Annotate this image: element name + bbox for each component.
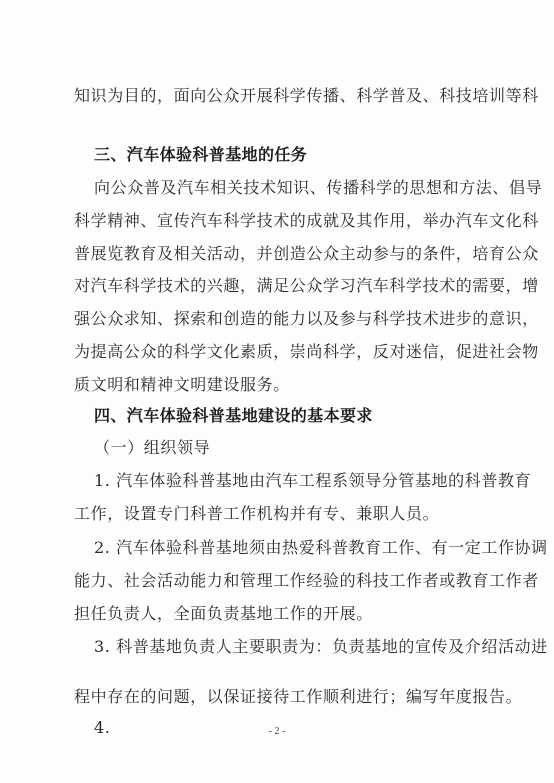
section-heading-4: 四、汽车体验科普基地建设的基本要求 xyxy=(94,406,373,425)
item-2-line-1: 2. 汽车体验科普基地须由热爱科普教育工作、有一定工作协调 xyxy=(94,538,548,557)
item-3-line-1: 3. 科普基地负责人主要职责为：负责基地的宣传及介绍活动进 xyxy=(94,637,548,656)
body-line-1: 知识为目的，面向公众开展科学传播、科学普及、科技培训等科 xyxy=(74,86,539,105)
item-2-line-2: 能力、社会活动能力和管理工作经验的科技工作者或教育工作者 xyxy=(74,571,539,590)
body-line-5: 对汽车科学技术的兴趣，满足公众学习汽车科学技术的需要，增 xyxy=(74,276,539,295)
item-4-number: 4. xyxy=(94,718,111,737)
body-line-7: 为提高公众的科学文化素质，崇尚科学，反对迷信，促进社会物 xyxy=(74,342,539,361)
item-2-line-3: 担任负责人，全面负责基地工作的开展。 xyxy=(74,604,373,623)
item-1-line-1: 1. 汽车体验科普基地由汽车工程系领导分管基地的科普教育 xyxy=(94,471,532,490)
body-line-3: 科学精神、宣传汽车科学技术的成就及其作用，举办汽车文化科 xyxy=(74,211,539,230)
body-line-6: 强公众求知、探索和创造的能力以及参与科学技术进步的意识， xyxy=(74,309,539,328)
page-number: - 2 - xyxy=(268,726,286,737)
item-3-line-2: 程中存在的问题，以保证接待工作顺利进行；编写年度报告。 xyxy=(74,687,523,706)
section-heading-3: 三、汽车体验科普基地的任务 xyxy=(94,145,308,164)
body-line-2: 向公众普及汽车相关技术知识、传播科学的思想和方法、倡导 xyxy=(94,178,543,197)
item-1-line-2: 工作，设置专门科普工作机构并有专、兼职人员。 xyxy=(74,504,440,523)
body-line-4: 普展览教育及相关活动，并创造公众主动参与的条件，培育公众 xyxy=(74,244,539,263)
body-line-8: 质文明和精神文明建设服务。 xyxy=(74,375,290,394)
subsection-heading-1: （一）组织领导 xyxy=(94,438,211,457)
